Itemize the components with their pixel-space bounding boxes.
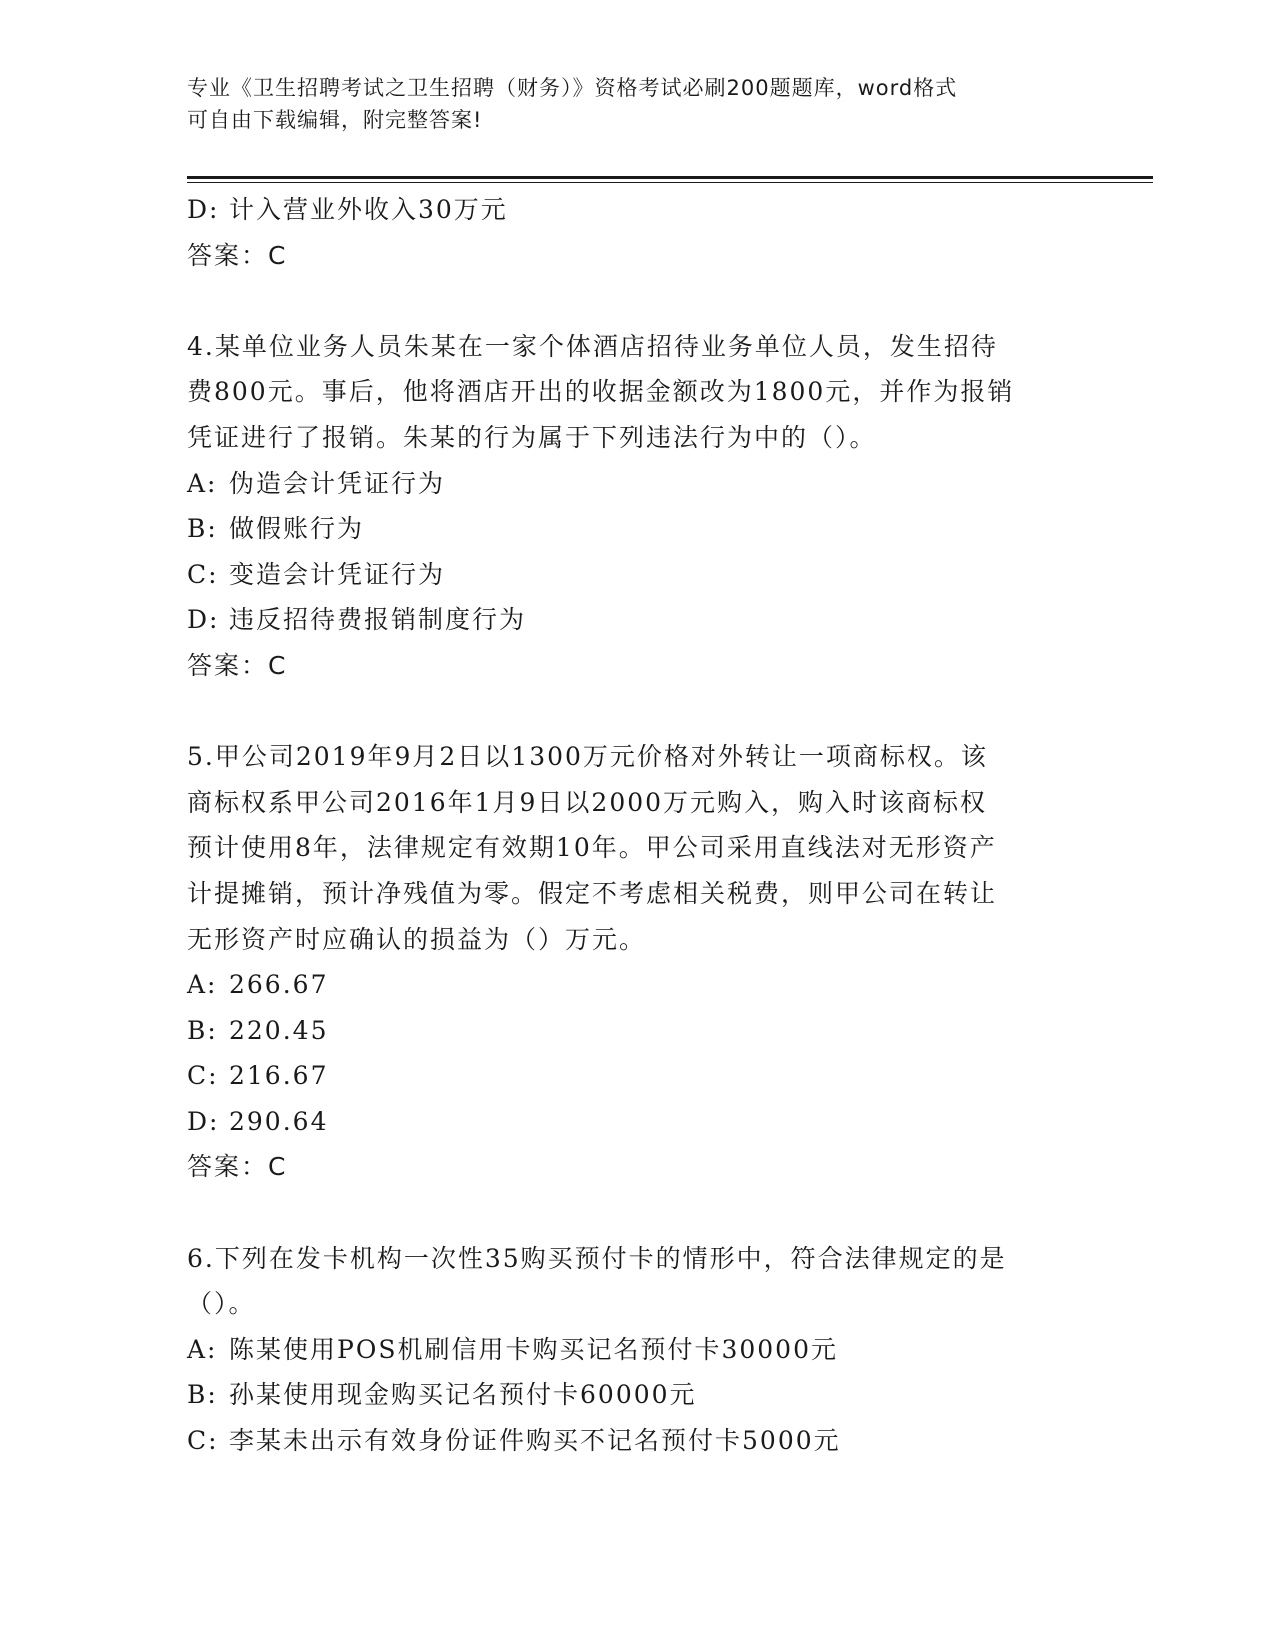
option-letter: A: xyxy=(187,970,218,1000)
question-5-option-c xyxy=(187,1053,1087,1099)
spacer xyxy=(187,1190,1087,1236)
option-text: 李某未出示有效身份证件购买不记名预付卡5000元 xyxy=(229,1426,841,1456)
question-6-option-b xyxy=(187,1372,1087,1418)
header-line-1: 专业《卫生招聘考试之卫生招聘（财务）》资格考试必刷200题题库，word格式 xyxy=(187,76,958,100)
question-5-answer: 答案：C xyxy=(187,1152,288,1182)
question-6-option-c xyxy=(187,1418,1087,1464)
option-text: 216.67 xyxy=(229,1061,329,1091)
page-header xyxy=(187,72,1087,136)
option-letter: C: xyxy=(187,559,219,589)
question-4-option-c xyxy=(187,552,1087,598)
option-text: 计入营业外收入30万元 xyxy=(229,195,508,224)
question-5-option-d xyxy=(187,1099,1087,1145)
option-text: 伪造会计凭证行为 xyxy=(229,468,446,498)
option-text: 孙某使用现金购买记名预付卡60000元 xyxy=(229,1380,697,1410)
spacer xyxy=(187,278,1087,324)
stem-line: 4.某单位业务人员朱某在一家个体酒店招待业务单位人员，发生招待 xyxy=(187,331,998,361)
option-text: 266.67 xyxy=(229,970,329,1000)
header-rule-thin xyxy=(187,182,1153,183)
question-6-stem xyxy=(187,1236,1087,1327)
document-body xyxy=(187,187,1087,1464)
option-text: 220.45 xyxy=(229,1015,329,1045)
option-text: 290.64 xyxy=(229,1106,329,1136)
question-5-stem xyxy=(187,734,1087,962)
option-letter: D: xyxy=(187,195,220,224)
question-5-option-b xyxy=(187,1008,1087,1054)
question-4-option-b xyxy=(187,506,1087,552)
header-line-2: 可自由下载编辑，附完整答案! xyxy=(187,108,483,132)
stem-line: 5.甲公司2019年9月2日以1300万元价格对外转让一项商标权。该 xyxy=(187,742,988,772)
option-text: 变造会计凭证行为 xyxy=(229,559,446,589)
prev-question-answer: 答案：C xyxy=(187,240,288,270)
question-4-option-a xyxy=(187,461,1087,507)
option-letter: D: xyxy=(187,1106,220,1136)
option-letter: C: xyxy=(187,1061,219,1091)
option-text: 陈某使用POS机刷信用卡购买记名预付卡30000元 xyxy=(229,1334,838,1364)
question-4-stem xyxy=(187,324,1087,461)
stem-line: 无形资产时应确认的损益为（）万元。 xyxy=(187,924,647,954)
option-text: 做假账行为 xyxy=(229,514,365,544)
option-letter: A: xyxy=(187,468,218,498)
question-6-option-a xyxy=(187,1327,1087,1373)
stem-line: 6.下列在发卡机构一次性35购买预付卡的情形中，符合法律规定的是 xyxy=(187,1243,1007,1273)
option-letter: B: xyxy=(187,1380,218,1410)
option-letter: B: xyxy=(187,514,218,544)
stem-line: 计提摊销，预计净残值为零。假定不考虑相关税费，则甲公司在转让 xyxy=(187,878,998,908)
question-5-option-a xyxy=(187,962,1087,1008)
stem-line: 预计使用8年，法律规定有效期10年。甲公司采用直线法对无形资产 xyxy=(187,833,997,863)
option-letter: D: xyxy=(187,605,220,635)
spacer xyxy=(187,689,1087,735)
option-letter: C: xyxy=(187,1426,219,1456)
option-text: 违反招待费报销制度行为 xyxy=(229,605,527,635)
prev-question-option-d xyxy=(187,187,1087,233)
question-4-answer: 答案：C xyxy=(187,650,288,680)
stem-line: 商标权系甲公司2016年1月9日以2000万元购入，购入时该商标权 xyxy=(187,787,988,817)
question-4-option-d xyxy=(187,597,1087,643)
stem-line: （）。 xyxy=(187,1289,256,1319)
option-letter: A: xyxy=(187,1334,218,1364)
stem-line: 凭证进行了报销。朱某的行为属于下列违法行为中的（）。 xyxy=(187,422,877,452)
stem-line: 费800元。事后，他将酒店开出的收据金额改为1800元，并作为报销 xyxy=(187,377,1015,407)
header-rule-thick xyxy=(187,176,1153,179)
option-letter: B: xyxy=(187,1015,218,1045)
